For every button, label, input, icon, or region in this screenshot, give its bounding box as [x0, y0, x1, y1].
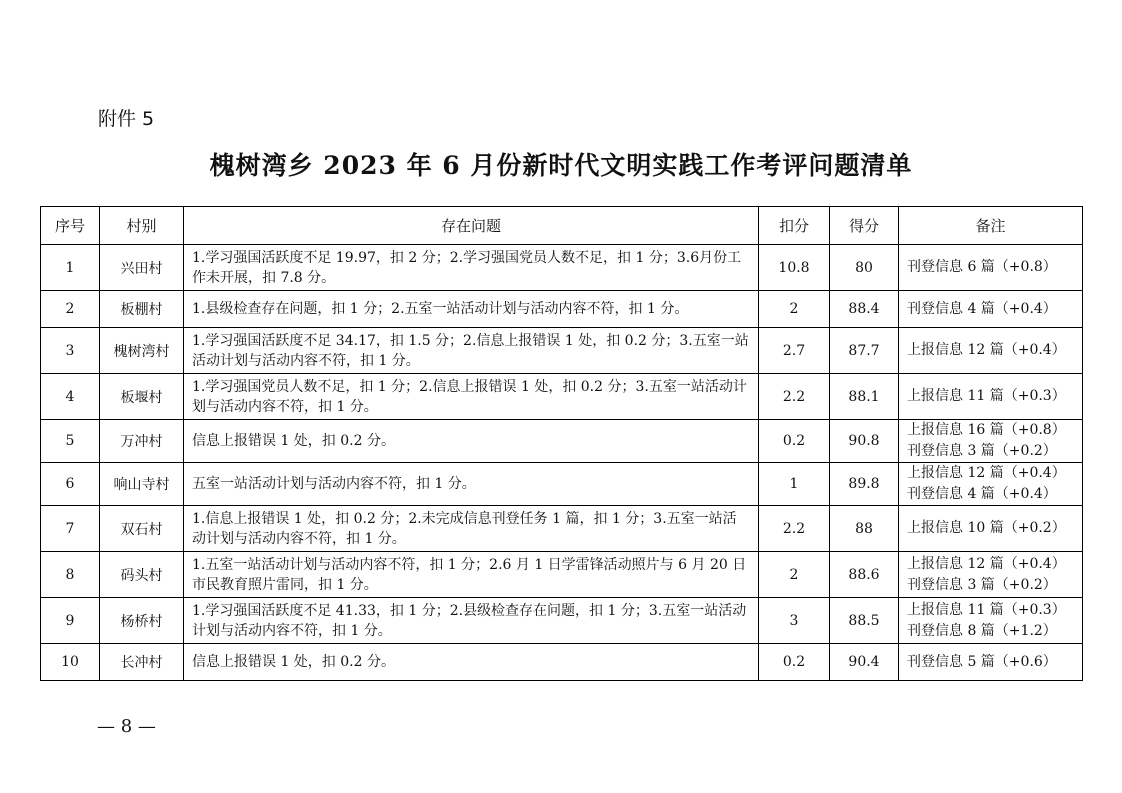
row-issue: 1.县级检查存在问题，扣 1 分；2.五室一站活动计划与活动内容不符，扣 1 分。: [184, 291, 759, 328]
row-notes: [899, 644, 1083, 681]
row-village: 长冲村: [100, 644, 184, 681]
row-no: 1: [41, 245, 100, 291]
row-issue: 1.学习强国活跃度不足 34.17，扣 1.5 分；2.信息上报错误 1 处，扣 0.2 分；3.五室一站活动计划与活动内容不符，扣 1 分。: [184, 328, 759, 374]
note-line: 刊登信息 4 篇（+0.4）: [907, 486, 1057, 502]
note-line: 上报信息 16 篇（+0.8）: [907, 422, 1066, 438]
table-row: [41, 506, 1083, 552]
table-row: [41, 328, 1083, 374]
row-notes: [899, 374, 1083, 420]
table-row: [41, 598, 1083, 644]
row-deduct: 2.2: [759, 506, 830, 552]
row-deduct: 2.7: [759, 328, 830, 374]
row-deduct: 10.8: [759, 245, 830, 291]
row-village: 槐树湾村: [100, 328, 184, 374]
header-village: 村别: [100, 207, 184, 245]
attachment-label: 附件 5: [98, 108, 155, 130]
row-score: 88.4: [830, 291, 899, 328]
document-title: 槐树湾乡 2023 年 6 月份新时代文明实践工作考评问题清单: [209, 151, 913, 180]
row-issue: 1.学习强国活跃度不足 41.33，扣 1 分；2.县级检查存在问题，扣 1 分；3.五室一站活动计划与活动内容不符，扣 1 分。: [184, 598, 759, 644]
row-deduct: 0.2: [759, 644, 830, 681]
row-deduct: 2.2: [759, 374, 830, 420]
note-line: 上报信息 11 篇（+0.3）: [907, 601, 1066, 618]
note-line: 刊登信息 6 篇（+0.8）: [907, 259, 1057, 275]
row-deduct: 3: [759, 598, 830, 644]
row-notes: [899, 598, 1083, 644]
row-score: 88: [830, 506, 899, 552]
note-line: 刊登信息 3 篇（+0.2）: [907, 443, 1057, 459]
row-no: 10: [41, 644, 100, 681]
row-notes: [899, 328, 1083, 374]
row-no: 4: [41, 374, 100, 420]
row-score: 90.4: [830, 644, 899, 681]
row-no: 2: [41, 291, 100, 328]
row-score: 88.1: [830, 374, 899, 420]
row-village: 万冲村: [100, 420, 184, 463]
row-issue: 1.五室一站活动计划与活动内容不符，扣 1 分；2.6 月 1 日学雷锋活动照片与 6 月 20 日市民教育照片雷同，扣 1 分。: [184, 552, 759, 598]
row-village: 码头村: [100, 552, 184, 598]
row-score: 90.8: [830, 420, 899, 463]
note-line: 上报信息 12 篇（+0.4）: [907, 342, 1066, 358]
row-notes: [899, 463, 1083, 506]
note-line: 上报信息 12 篇（+0.4）: [907, 555, 1066, 572]
row-issue: 五室一站活动计划与活动内容不符，扣 1 分。: [184, 463, 759, 506]
header-score: 得分: [830, 207, 899, 245]
row-village: 双石村: [100, 506, 184, 552]
row-village: 杨桥村: [100, 598, 184, 644]
table-row: [41, 644, 1083, 681]
row-notes: [899, 245, 1083, 291]
row-score: 80: [830, 245, 899, 291]
row-score: 89.8: [830, 463, 899, 506]
row-no: 6: [41, 463, 100, 506]
row-issue: 1.学习强国活跃度不足 19.97，扣 2 分；2.学习强国党员人数不足，扣 1 分；3.6月份工作未开展，扣 7.8 分。: [184, 245, 759, 291]
note-line: 刊登信息 8 篇（+1.2）: [907, 622, 1057, 639]
row-deduct: 2: [759, 291, 830, 328]
row-no: 3: [41, 328, 100, 374]
row-notes: [899, 420, 1083, 463]
page-number: — 8 —: [97, 716, 156, 737]
table-row: [41, 374, 1083, 420]
row-village: 板棚村: [100, 291, 184, 328]
row-notes: [899, 506, 1083, 552]
note-line: 上报信息 11 篇（+0.3）: [907, 388, 1066, 404]
row-no: 9: [41, 598, 100, 644]
row-notes: [899, 291, 1083, 328]
row-deduct: 2: [759, 552, 830, 598]
table-row: [41, 420, 1083, 463]
row-notes: [899, 552, 1083, 598]
row-issue: 1.信息上报错误 1 处，扣 0.2 分；2.未完成信息刊登任务 1 篇，扣 1 分；3.五室一站活动计划与活动内容不符，扣 1 分。: [184, 506, 759, 552]
row-village: 兴田村: [100, 245, 184, 291]
row-village: 板堰村: [100, 374, 184, 420]
row-issue: 1.学习强国党员人数不足，扣 1 分；2.信息上报错误 1 处，扣 0.2 分；3.五室一站活动计划与活动内容不符，扣 1 分。: [184, 374, 759, 420]
row-deduct: 0.2: [759, 420, 830, 463]
row-deduct: 1: [759, 463, 830, 506]
row-no: 8: [41, 552, 100, 598]
note-line: 刊登信息 3 篇（+0.2）: [907, 576, 1057, 593]
header-no: 序号: [41, 207, 100, 245]
row-no: 7: [41, 506, 100, 552]
table-row: [41, 291, 1083, 328]
table-row: [41, 552, 1083, 598]
header-deduct: 扣分: [759, 207, 830, 245]
table-row: [41, 463, 1083, 506]
row-score: 87.7: [830, 328, 899, 374]
note-line: 上报信息 12 篇（+0.4）: [907, 465, 1066, 481]
row-issue: 信息上报错误 1 处，扣 0.2 分。: [184, 420, 759, 463]
row-score: 88.6: [830, 552, 899, 598]
row-village: 响山寺村: [100, 463, 184, 506]
table-row: [41, 245, 1083, 291]
note-line: 刊登信息 4 篇（+0.4）: [907, 300, 1057, 317]
row-score: 88.5: [830, 598, 899, 644]
table-header-row: [41, 207, 1083, 245]
header-notes: 备注: [899, 207, 1083, 245]
row-issue: 信息上报错误 1 处，扣 0.2 分。: [184, 644, 759, 681]
note-line: 刊登信息 5 篇（+0.6）: [907, 653, 1057, 670]
row-no: 5: [41, 420, 100, 463]
note-line: 上报信息 10 篇（+0.2）: [907, 520, 1066, 536]
header-issue: 存在问题: [184, 207, 759, 245]
issues-table: [40, 206, 1083, 681]
